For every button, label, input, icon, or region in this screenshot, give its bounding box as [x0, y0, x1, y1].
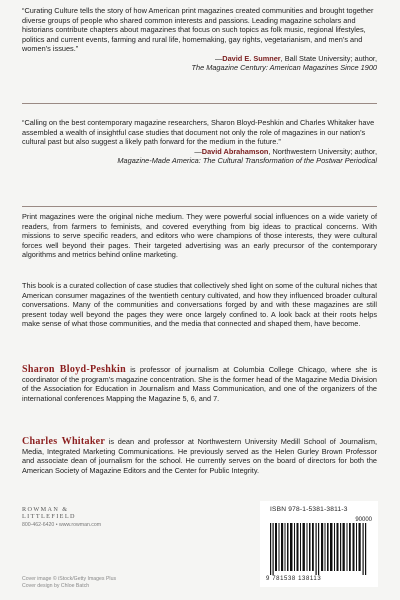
endorsement-blurb — [22, 118, 377, 166]
endorser-book: Magazine-Made America: The Cultural Transformation of the Postwar Periodical — [117, 156, 377, 165]
cover-credits — [22, 576, 116, 590]
endorser-name: David Abrahamson — [201, 146, 269, 156]
cover-image-credit: Cover image © iStock/Getty Images Plus — [22, 576, 117, 582]
description-paragraph: This book is a curated collection of case studies that collectively shed light on some of the cultural niches that American consumer magazines of the twentieth century cultivated, and how they influenced broader cultural conversations. Many of the communities and conversations forged by and with these magazines are still present today well beyond the pages they were once largely confined to. A look back at their roots helps make sense of what those communities, and the media that connected and shaped them, have become. — [22, 281, 377, 329]
divider — [22, 206, 377, 207]
author-name: Charles Whitaker — [22, 436, 106, 447]
barcode-bars-icon — [268, 523, 372, 575]
author-name: Sharon Bloyd-Peshkin — [22, 364, 126, 375]
endorsement-attribution — [22, 147, 377, 166]
endorser-affiliation: , Ball State University; author, — [280, 53, 377, 63]
endorsement-blurb — [22, 6, 377, 73]
publisher-logo-line: LITTLEFIELD — [22, 513, 76, 521]
publisher-block — [22, 506, 182, 529]
description-paragraph: Print magazines were the original niche medium. They were powerful social influences on a wide variety of readers, from farmers to feminists, and covered everything from big ideas to practical concerns. With missions to serve specific readers, and editors who were champions of those interests, they were cultural forces well beyond their pages. Their targeted advertising was an early precursor of the contemporary algorithms and metrics behind online marketing. — [22, 212, 377, 260]
divider — [22, 103, 377, 104]
endorser-affiliation: , Northwestern University; author, — [268, 146, 377, 156]
author-bio-text: is dean and professor at Northwestern University Medill School of Journalism, Media, Integrated Marketing Communications. He previously served as the Helen Gurley Brown Professor and associate dean of journalism for the school. He currently serves on the board of directors for both the American Society of Magazine Editors and the Center for Public Integrity. — [22, 437, 377, 475]
endorsement-attribution — [22, 54, 377, 73]
endorser-book: The Magazine Century: American Magazines Since 1900 — [191, 63, 377, 72]
barcode-digits: 9 781538 138113 — [266, 576, 322, 582]
publisher-logo-line: ROWMAN & — [22, 506, 69, 513]
publisher-contact: 800-462-6420 • www.rowman.com — [22, 522, 102, 529]
author-bio-text: is professor of journalism at Columbia College Chicago, where she is coordinator of the program’s magazine concentration. She is the former head of the Magazine Media Division of the Association for Education in Journalism and Mass Communication, and one of the organizers of the international conferences Mapping the Magazine 5, 6, and 7. — [22, 365, 377, 403]
isbn-barcode — [260, 501, 378, 587]
price-code: 90000 — [355, 517, 372, 523]
author-bio — [22, 365, 377, 403]
endorsement-quote: “Curating Culture tells the story of how American print magazines created communities and brought together diverse groups of people who shared common interests and passions. Leading magazine scholars and historians contribute chapters about magazines that focus on such topics as folk music, regional lifestyles, politics and current events, farming and rural life, homemaking, gay rights, vegetarianism, and men’s and women’s issues.” — [22, 6, 374, 53]
attribution-dash: — — [194, 146, 202, 156]
isbn-number: ISBN 978-1-5381-3811-3 — [270, 506, 348, 513]
endorser-name: David E. Sumner — [222, 53, 281, 63]
cover-design-credit: Cover design by Chloe Batch — [22, 582, 90, 589]
endorsement-quote: “Calling on the best contemporary magazine researchers, Sharon Bloyd-Peshkin and Charles Whitaker have assembled a wealth of insightful case studies that document not only the role of magazines in our nation’s cultural past but also suggest a likely path forward for the medium in the future.” — [22, 118, 375, 146]
author-bio — [22, 437, 377, 475]
attribution-dash: — — [214, 53, 223, 63]
